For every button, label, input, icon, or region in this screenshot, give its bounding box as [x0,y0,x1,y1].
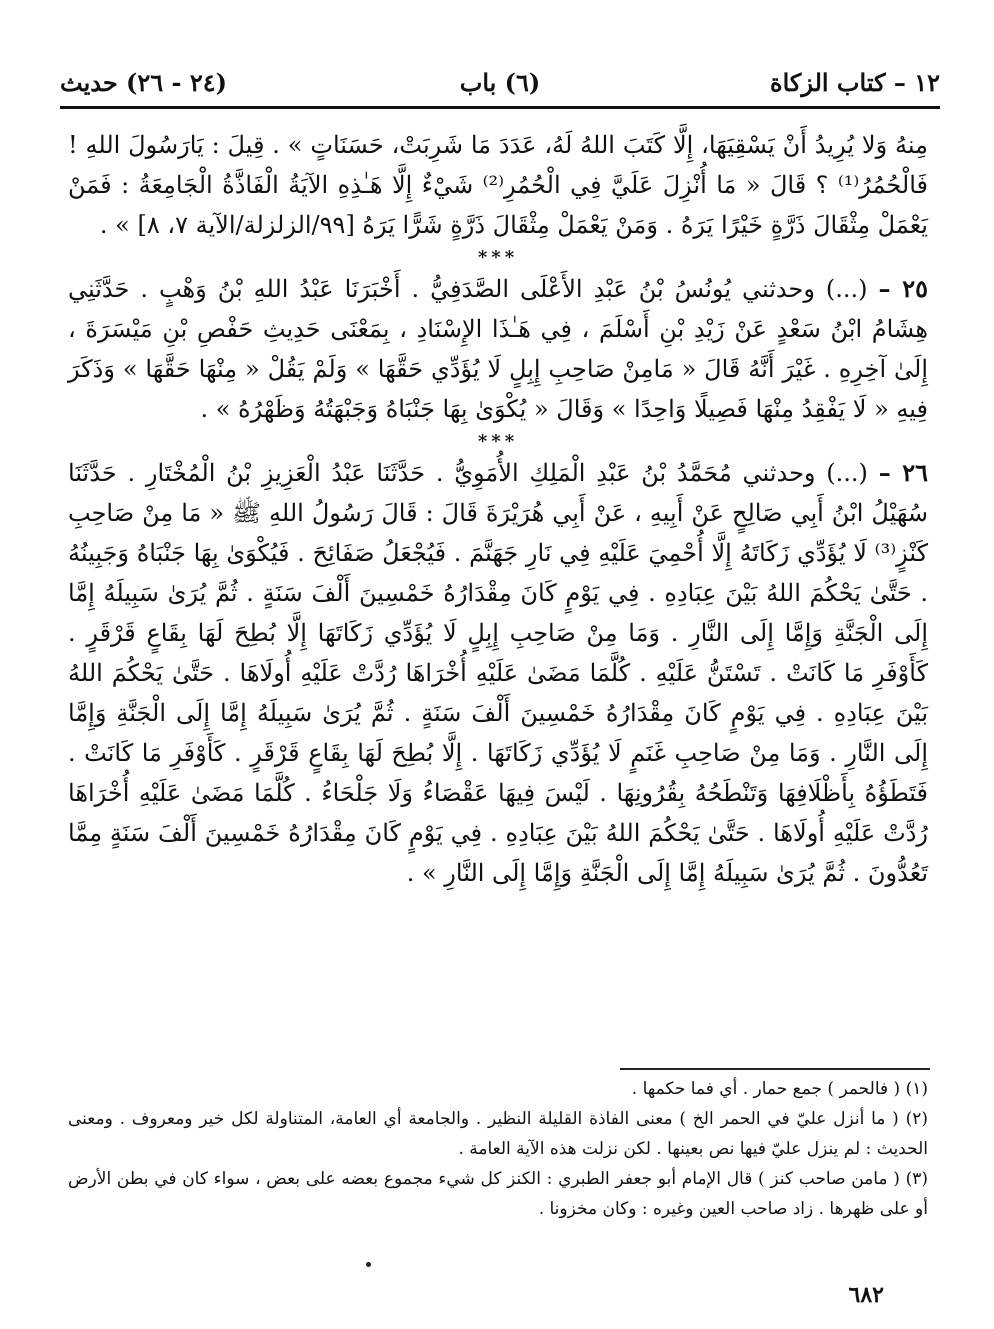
header-book-title: ١٢ – كتاب الزكاة [770,68,940,97]
paragraph-text: مِنهُ وَلا يُرِيدُ أَنْ يَسْقِيَهَا، إِلَّا كَتَبَ اللهُ لَهُ، عَدَدَ مَا شَرِبَتْ، حَسَنَاتٍ » . قِيلَ : يَارَسُولَ اللهِ ! فَالْحُمُرُ⁽¹⁾ ؟ قَالَ « مَا أُنْزِلَ عَلَيَّ فِي الْحُمُرِ⁽²⁾ شَيْءٌ إِلَّا هَـٰذِهِ الآيَةُ الْفَاذَّةُ الْجَامِعَةُ : فَمَنْ يَعْمَلْ مِثْقَالَ ذَرَّةٍ خَيْرًا يَرَهُ . وَمَنْ يَعْمَلْ مِثْقَالَ ذَرَّةٍ شَرًّا يَرَهُ [٩٩/الزلزلة/الآية ٧، ٨] » . [68,131,928,239]
header-rule [60,106,940,109]
section-separator: *** [477,431,519,452]
paragraph-text: (...) وحدثني يُونُسُ بْنُ عَبْدِ الأَعْلَى الصَّدَفِيُّ . أَخْبَرَنَا عَبْدُ اللهِ بْنُ وَهْبٍ . حَدَّثَنِي هِشَامُ ابْنُ سَعْدٍ عَنْ زَيْدِ بْنِ أَسْلَمَ ، فِي هَـٰذَا الإِسْنَادِ ، بِمَعْنَى حَدِيثِ حَفْصِ بْنِ مَيْسَرَةَ ، إِلَىٰ آخِرِهِ . غَيْرَ أَنَّهُ قَالَ « مَامِنْ صَاحِبِ إِبِلٍ لَا يُؤَدِّي حَقَّهَا » وَلَمْ يَقُلْ « مِنْهَا حَقَّهَا » وَذَكَرَ فِيهِ « لَا يَفْقِدُ مِنْهَا فَصِيلًا وَاحِدًا » وَقَالَ « يُكْوَىٰ بِهَا جَنْبَاهُ وَجَبْهَتُهُ وَظَهْرُهُ » . [68,275,928,423]
paragraph-hadith-26 [68,453,928,893]
footnotes [68,1074,928,1224]
hadith-number: ٢٦ – [878,458,929,487]
section-separator: *** [477,247,519,268]
footnote-1: (١) ( فالحمر ) جمع حمار . أي فما حكمها . [631,1079,928,1099]
running-header [60,62,940,106]
header-chapter: (٦) باب [459,68,541,97]
paragraph-text: (...) وحدثني مُحَمَّدُ بْنُ عَبْدِ الْمَلِكِ الأُمَوِيُّ . حَدَّثَنَا عَبْدُ الْعَزِيزِ بْنُ الْمُخْتَارِ . حَدَّثَنَا سُهَيْلُ ابْنُ أَبِي صَالِحٍ عَنْ أَبِيهِ ، عَنْ أَبِي هُرَيْرَةَ قَالَ : قَالَ رَسُولُ اللهِ ﷺ « مَا مِنْ صَاحِبِ كَنْزٍ⁽³⁾ لَا يُؤَدِّي زَكَاتَهُ إِلَّا أُحْمِيَ عَلَيْهِ فِي نَارِ جَهَنَّمَ . فَيُجْعَلُ صَفَائِحَ . فَيُكْوَىٰ بِهَا جَنْبَاهُ وَجَبِينُهُ . حَتَّىٰ يَحْكُمَ اللهُ بَيْنَ عِبَادِهِ . فِي يَوْمٍ كَانَ مِقْدَارُهُ خَمْسِينَ أَلْفَ سَنَةٍ . ثُمَّ يُرَىٰ سَبِيلَهُ إِمَّا إِلَى الْجَنَّةِ وَإِمَّا إِلَى النَّارِ . وَمَا مِنْ صَاحِبِ إِبِلٍ لَا يُؤَدِّي زَكَاتَهَا إِلَّا بُطِحَ لَهَا بِقَاعٍ قَرْقَرٍ . كَأَوْفَرِ مَا كَانَتْ . تَسْتَنُّ عَلَيْهِ . كُلَّمَا مَضَىٰ عَلَيْهِ أُخْرَاهَا رُدَّتْ عَلَيْهِ أُولَاهَا . حَتَّىٰ يَحْكُمَ اللهُ بَيْنَ عِبَادِهِ . فِي يَوْمٍ كَانَ مِقْدَارُهُ خَمْسِينَ أَلْفَ سَنَةٍ . ثُمَّ يُرَىٰ سَبِيلَهُ إِمَّا إِلَى الْجَنَّةِ وَإِمَّا إِلَى النَّارِ . وَمَا مِنْ صَاحِبِ غَنَمٍ لَا يُؤَدِّي زَكَاتَهَا . إِلَّا بُطِحَ لَهَا بِقَاعٍ قَرْقَرٍ . كَأَوْفَرِ مَا كَانَتْ . فَتَطَؤُهُ بِأَظْلَافِهَا وَتَنْطَحُهُ بِقُرُونِهَا . لَيْسَ فِيهَا عَقْصَاءُ وَلَا جَلْحَاءُ . كُلَّمَا مَضَىٰ عَلَيْهِ أُخْرَاهَا رُدَّتْ عَلَيْهِ أُولَاهَا . حَتَّىٰ يَحْكُمَ اللهُ بَيْنَ عِبَادِهِ . فِي يَوْمٍ كَانَ مِقْدَارُهُ خَمْسِينَ أَلْفَ سَنَةٍ مِمَّا تَعُدُّونَ . ثُمَّ يُرَىٰ سَبِيلَهُ إِمَّا إِلَى الْجَنَّةِ وَإِمَّا إِلَى النَّارِ » . [68,459,929,887]
footnote-3: (٣) ( مامن صاحب كنز ) قال الإمام أبو جعفر الطبري : الكنز كل شيء مجموع بعضه على بعض ، سواء كان في بطن الأرض أو على ظهرها . زاد صاحب العين وغيره : وكان مخزونا . [68,1169,928,1219]
paragraph-continuation [68,125,928,245]
main-text [68,125,928,893]
footnote-rule [620,1068,930,1070]
hadith-number: ٢٥ – [878,274,929,303]
header-hadith-range: (٢٤ - ٢٦) حديث [60,68,227,97]
paragraph-hadith-25 [68,269,928,429]
page-number: ٦٨٢ [848,1282,884,1308]
printer-dot [366,1262,371,1267]
footnote-2: (٢) ( ما أنزل عليّ في الحمر الخ ) معنى الفاذة القليلة النظير . والجامعة أي العامة، المتناولة لكل خير ومعروف . ومعنى الحديث : لم ينزل عليّ فيها نص بعينها . لكن نزلت هذه الآية العامة . [68,1109,928,1159]
